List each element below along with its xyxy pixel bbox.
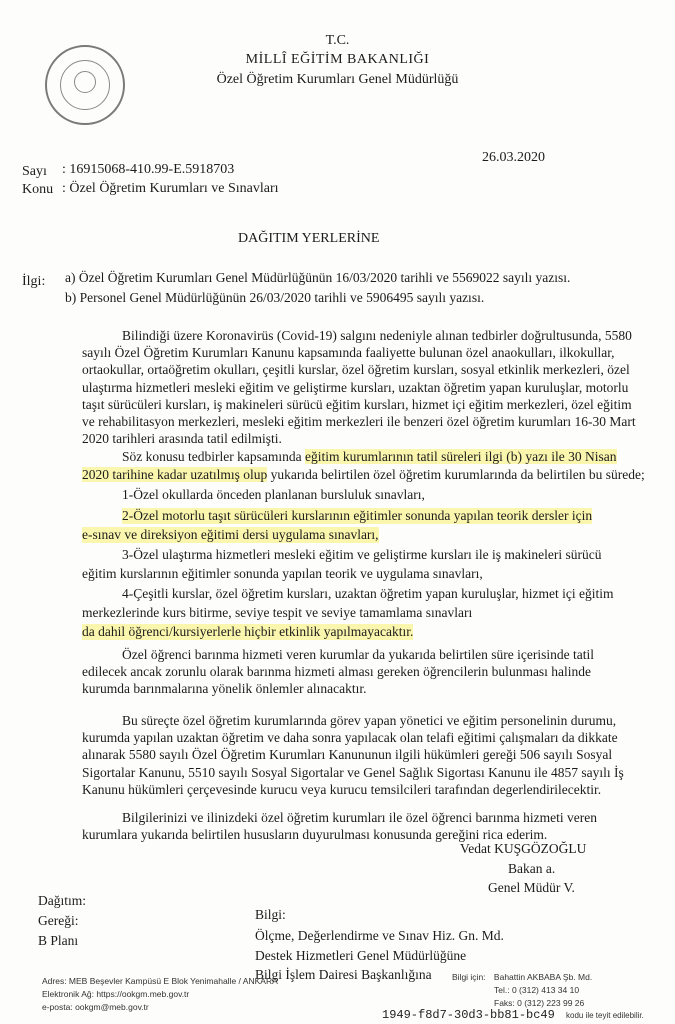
- ilgi-label: İlgi:: [22, 274, 46, 289]
- header-tc: T.C.: [325, 33, 350, 48]
- p1-line: ortaokullar, ortaöğretim okulları, çeşitli kurslar, özel öğretim kursları, sosyal etkinlik merkezleri, özel: [82, 362, 630, 378]
- paragraph-1: [82, 327, 636, 447]
- p1-line: 2020 tarihleri arasında tatil edilmişti.: [82, 431, 282, 447]
- p1-line: Bilindiği üzere Koronavirüs (Covid-19) salgını nedeniyle alınan tedbirler doğrultusunda, 5580: [122, 328, 632, 343]
- ilgi-a: a) Özel Öğretim Kurumları Genel Müdürlüğünün 16/03/2020 tarihli ve 5569022 sayılı yazısı.: [65, 270, 571, 285]
- item-2-line2: e-sınav ve direksiyon eğitimi dersi uygulama sınavları,: [82, 527, 379, 542]
- item-2-line1: 2-Özel motorlu taşıt sürücüleri kurslarının eğitimler sonunda yapılan teorik dersler için: [122, 508, 593, 523]
- p4-line: Bu süreçte özel öğretim kurumlarında görev yapan yönetici ve eğitim personelinin durumu,: [122, 713, 617, 728]
- bilgi-item: Destek Hizmetleri Genel Müdürlüğüne: [255, 948, 467, 963]
- footer-contact: [452, 972, 592, 982]
- sayi-value: : 16915068-410.99-E.5918703: [62, 162, 235, 177]
- p2-highlight: 2020 tarihine kadar uzatılmış olup: [82, 467, 268, 482]
- sayi-label: Sayı: [22, 164, 47, 179]
- p3-line: Özel öğrenci barınma hizmeti veren kurumlar da yukarıda belirtilen süre içerisinde tatil: [122, 647, 594, 662]
- bilgi-label: Bilgi:: [255, 907, 286, 922]
- p2-highlight: eğitim kurumlarının tatil süreleri ilgi (b) yazı ile 30 Nisan: [304, 449, 617, 464]
- gerei-value: B Planı: [38, 933, 79, 948]
- p1-line: sayılı Özel Öğretim Kurumları Kanunu kapsamında faaliyette bulunan özel anaokulları, ilkokullar,: [82, 345, 615, 361]
- item-3-line2: eğitim kurslarının eğitimler sonunda yapılan teorik ve uygulama sınavları,: [82, 566, 483, 581]
- gerei-label: Gereği:: [38, 913, 79, 928]
- header-ministry: MİLLÎ EĞİTİM BAKANLIĞI: [245, 52, 430, 67]
- distribution-title: Dağıtım:: [38, 893, 86, 908]
- item-1: 1-Özel okullarda önceden planlanan bursluluk sınavları,: [122, 487, 425, 502]
- footer-email: e-posta: ookgm@meb.gov.tr: [42, 1002, 149, 1012]
- p5-line: Bilgilerinizi ve ilinizdeki özel öğretim kurumları ile özel öğrenci barınma hizmeti veren: [122, 810, 597, 825]
- document-date: 26.03.2020: [482, 150, 545, 165]
- p2-text: yukarıda belirtilen özel öğretim kurumlarında da belirtilen bu sürede;: [267, 467, 645, 482]
- item-4-line2: merkezlerinde kurs bitirme, seviye tespit ve seviye tamamlama sınavları: [82, 605, 473, 620]
- recipient-heading: DAĞITIM YERLERİNE: [238, 231, 380, 246]
- signatory-name: Vedat KUŞGÖZOĞLU: [460, 841, 587, 856]
- verification-code: 1949-f8d7-30d3-bb81-bc49: [382, 1008, 555, 1022]
- p4-line: alınarak 5580 sayılı Özel Öğretim Kurumları Kanununun ilgili hükümleri gereği 506 sayılı Sosyal: [82, 747, 613, 763]
- p1-line: taşıt sürücüleri kursları, iş makineleri sürücü eğitim kursları, hizmet içi eğitim merkezleri, özel eğitim: [82, 396, 632, 412]
- p3-line: kurumda barınmalarına yönelik önlemler alınacaktır.: [82, 681, 367, 697]
- p1-line: ulaştırma hizmetleri mesleki eğitim ve geliştirme kursları, uzaktan öğretim yapan kuruluşlar, motorlu: [82, 379, 629, 395]
- p4-line: kurumda yapılan uzaktan öğretim ve daha sonra yapılacak olan telafi eğitimi çalışmaları da dikkate: [82, 730, 618, 746]
- signatory-title-2: Genel Müdür V.: [488, 880, 575, 895]
- contact-label: Bilgi için:: [452, 972, 486, 982]
- konu-label: Konu: [22, 182, 54, 197]
- footer-tel: Tel.: 0 (312) 413 34 10: [494, 985, 580, 995]
- signatory-title-1: Bakan a.: [508, 861, 556, 876]
- p2-text: Söz konusu tedbirler kapsamında: [122, 449, 305, 464]
- paragraph-3: [82, 646, 612, 698]
- p1-line: ve rehabilitasyon merkezleri, mesleki eğitim merkezleri ile benzeri özel öğretim kurumları 16-30 Mart: [82, 414, 636, 430]
- item-4-line1: 4-Çeşitli kurslar, özel öğretim kursları, uzaktan öğretim yapan kuruluşlar, hizmet içi eğitim: [122, 586, 614, 601]
- konu-value: : Özel Öğretim Kurumları ve Sınavları: [62, 181, 279, 196]
- item-3-line1: 3-Özel ulaştırma hizmetleri mesleki eğitim ve geliştirme kursları ile iş makineleri sürücü: [122, 547, 602, 562]
- p2-line1: [122, 449, 617, 465]
- bilgi-item: Ölçme, Değerlendirme ve Sınav Hiz. Gn. Md.: [255, 928, 504, 943]
- ilgi-b: b) Personel Genel Müdürlüğünün 26/03/2020 tarihli ve 5906495 sayılı yazısı.: [65, 290, 485, 305]
- item-4-line3: da dahil öğrenci/kursiyerlerle hiçbir etkinlik yapılmayacaktır.: [82, 624, 414, 639]
- contact-name: Bahattin AKBABA Şb. Md.: [493, 972, 593, 982]
- p4-line: Sigortalar Kanunu, 5510 sayılı Sosyal Sigortalar ve Genel Sağlık Sigortası Kanunu ile 4857 sayılı İş: [82, 764, 624, 780]
- footer-address: Adres: MEB Beşevler Kampüsü E Blok Yenimahalle / ANKARA: [42, 976, 278, 986]
- header-directorate: Özel Öğretim Kurumları Genel Müdürlüğü: [216, 72, 459, 87]
- p5-line: kurumlara yukarıda belirtilen hususların duyurulması konusunda gereğini rica ederim.: [82, 827, 548, 843]
- paragraph-5: [82, 809, 612, 843]
- p4-line: Kanunu hükümleri çerçevesinde kurucu veya kurucu temsilcileri tarafından degerlendirilecektir.: [82, 781, 602, 797]
- p2-line2: [82, 467, 645, 483]
- p3-line: edilecek ancak zorunlu olarak barınma hizmeti alması gereken öğrencilerin bulunması halinde: [82, 664, 592, 680]
- bilgi-item: Bilgi İşlem Dairesi Başkanlığına: [255, 967, 432, 982]
- footer-web: Elektronik Ağ: https://ookgm.meb.gov.tr: [42, 989, 190, 999]
- verification-suffix: kodu ile teyit edilebilir.: [566, 1011, 644, 1020]
- paragraph-4: [82, 712, 624, 798]
- footer-fax: Faks: 0 (312) 223 99 26: [494, 998, 585, 1008]
